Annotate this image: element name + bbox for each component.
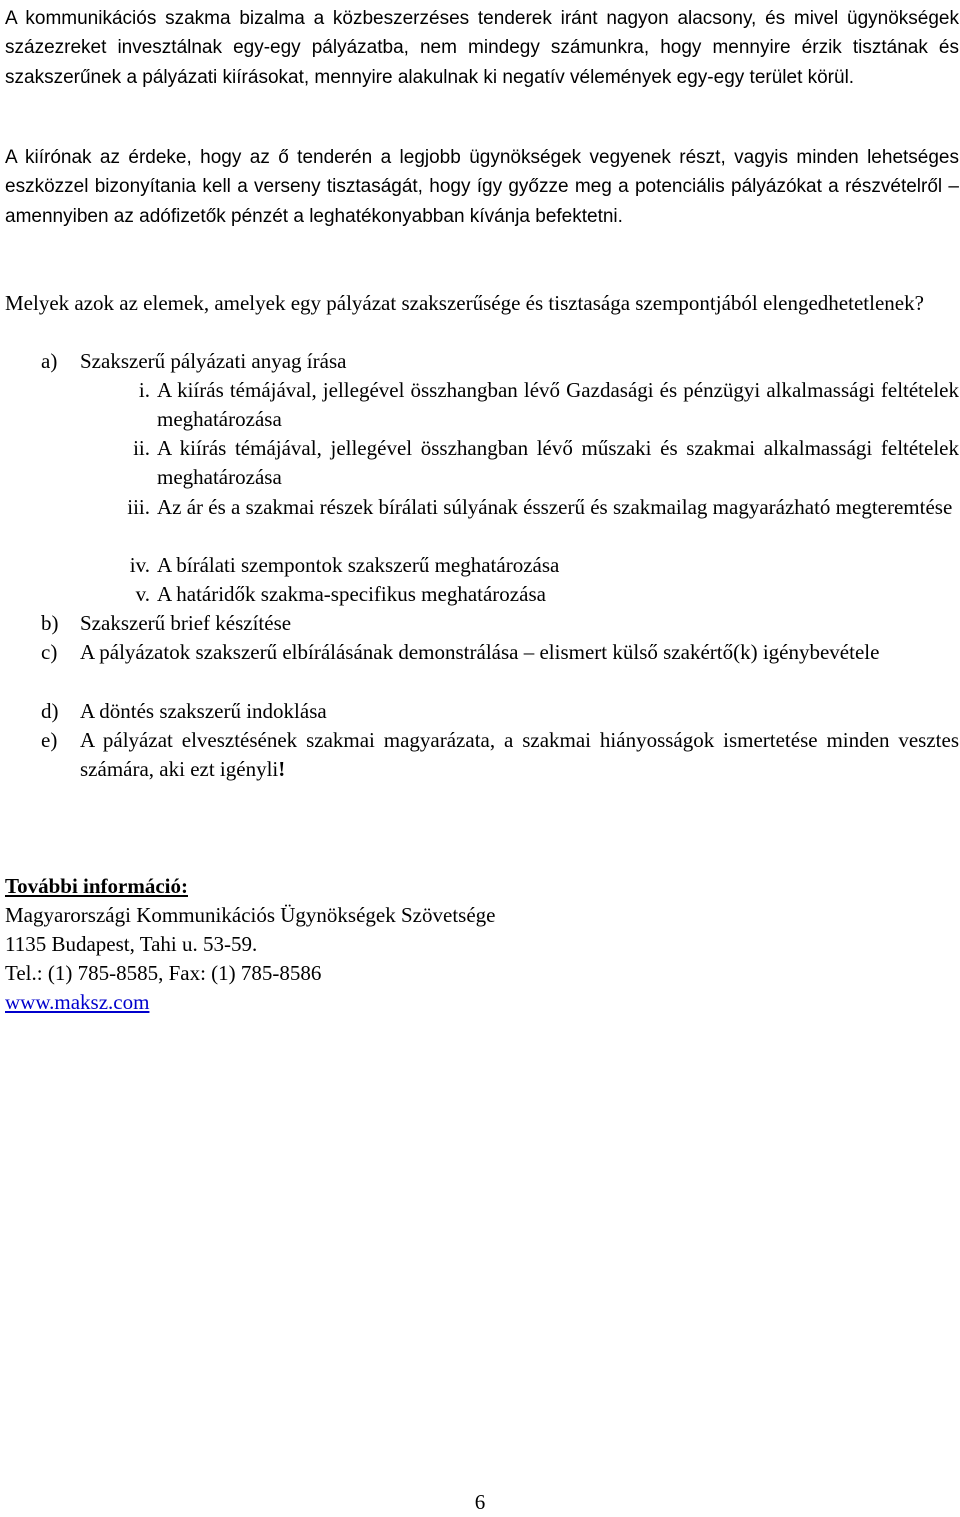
list-text bbox=[80, 726, 959, 785]
list-label: e) bbox=[41, 728, 58, 752]
list-text-body: A pályázat elvesztésének szakmai magyarázata, a szakmai hiányosságok ismertetése minden vesztes számára, aki ezt igényli bbox=[80, 728, 959, 782]
sub-label: iv. bbox=[129, 553, 150, 577]
list-label: d) bbox=[41, 699, 59, 723]
website-link[interactable]: www.maksz.com bbox=[5, 990, 150, 1014]
sub-text: Az ár és a szakmai részek bírálati súlyának ésszerű és szakmailag magyarázható megteremtése bbox=[157, 495, 953, 519]
exclamation-mark: ! bbox=[278, 757, 286, 782]
list-text: A pályázatok szakszerű elbírálásának demonstrálása – elismert külső szakértő(k) igénybevétele bbox=[80, 640, 880, 664]
sub-label: iii. bbox=[127, 495, 150, 519]
sub-text: A bírálati szempontok szakszerű meghatározása bbox=[157, 553, 560, 577]
intro-paragraph: A kommunikációs szakma bizalma a közbeszerzéses tenderek iránt nagyon alacsony, és mivel ügynökségek százezreket invesztálnak egy-egy pályázatba, nem mindegy számunkra, hogy mennyire érzik tisztának és szakszerűnek a pályázati kiírásokat, mennyire alakulnak ki negatív vélemények egy-egy terület körül. bbox=[5, 8, 959, 88]
organization-address: 1135 Budapest, Tahi u. 53-59. bbox=[5, 932, 258, 956]
sub-label: v. bbox=[135, 582, 150, 606]
issuer-interest-paragraph: A kiírónak az érdeke, hogy az ő tenderén a legjobb ügynökségek vegyenek részt, vagyis minden lehetséges eszközzel bizonyítania kell a verseny tisztaságát, hogy így győzze meg a potenciális pályázókat a részvételről – amennyiben az adófizetők pénzét a leghatékonyabban kívánja befektetni. bbox=[5, 147, 959, 227]
contact-phone-fax: Tel.: (1) 785-8585, Fax: (1) 785-8586 bbox=[5, 961, 322, 985]
list-label: c) bbox=[41, 640, 58, 664]
list-text: A döntés szakszerű indoklása bbox=[80, 699, 327, 723]
sub-text: A kiírás témájával, jellegével összhangban lévő Gazdasági és pénzügyi alkalmassági feltételek meghatározása bbox=[157, 378, 959, 432]
sub-text: A határidők szakma-specifikus meghatározása bbox=[157, 582, 546, 606]
website-link-wrap bbox=[5, 988, 149, 1017]
list-text: Szakszerű brief készítése bbox=[80, 611, 292, 635]
list-label: a) bbox=[41, 349, 58, 373]
page-number: 6 bbox=[474, 1490, 486, 1514]
organization-name: Magyarországi Kommunikációs Ügynökségek Szövetsége bbox=[5, 903, 496, 927]
sub-label: i. bbox=[138, 378, 150, 402]
sub-label: ii. bbox=[133, 436, 150, 460]
info-heading: További információ: bbox=[5, 874, 188, 898]
list-text: Szakszerű pályázati anyag írása bbox=[80, 349, 347, 373]
list-label: b) bbox=[41, 611, 59, 635]
question-paragraph: Melyek azok az elemek, amelyek egy pályázat szakszerűsége és tisztasága szempontjából elengedhetetlenek? bbox=[5, 291, 924, 315]
sub-text: A kiírás témájával, jellegével összhangban lévő műszaki és szakmai alkalmassági feltételek meghatározása bbox=[157, 436, 959, 490]
